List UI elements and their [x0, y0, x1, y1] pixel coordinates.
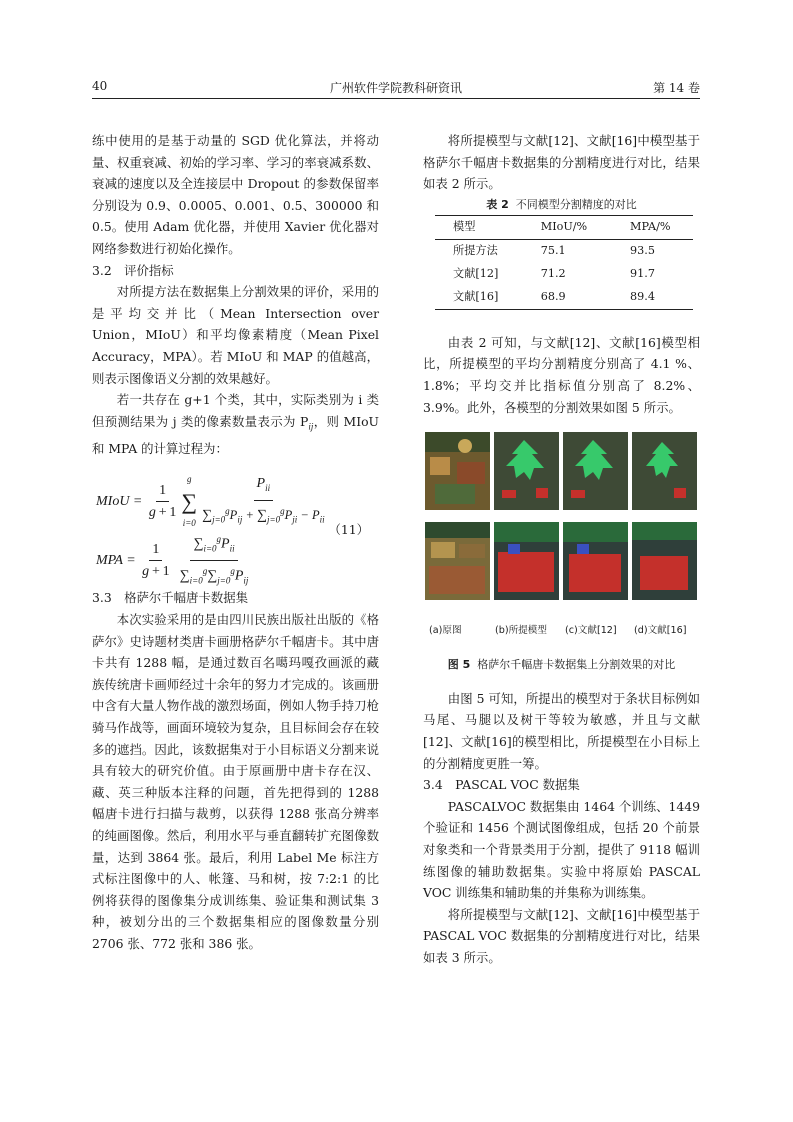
running-header	[92, 76, 700, 99]
figure-label: 图 5	[447, 658, 471, 672]
mpa-label: MPA =	[96, 553, 136, 569]
page-number: 40	[92, 79, 108, 93]
figure-caption: 图 5 格萨尔千幅唐卡数据集上分割效果的对比	[447, 658, 676, 672]
thangka-seg-ref12-2	[563, 522, 628, 600]
table-header-cell: MPA/%	[630, 220, 671, 234]
section-heading-3-2: 3.2 评价指标	[92, 262, 174, 278]
comparison-table	[435, 215, 693, 310]
table-label: 表 2	[486, 197, 509, 211]
equation-11	[92, 465, 379, 586]
thangka-original-2	[425, 522, 490, 600]
table-row	[435, 263, 693, 286]
paragraph: 将所提模型与文献[12]、文献[16]中模型基于 PASCAL VOC 数据集的分割精度进行对比，结果如表 3 所示。	[423, 906, 700, 965]
volume-label: 第 14 卷	[653, 81, 700, 95]
table-row	[435, 239, 693, 263]
subcaption: (b)所提模型	[495, 625, 547, 637]
paragraph: 练中使用的是基于动量的 SGD 优化算法，并将动量、权重衰减、初始的学习率、学习的率衰减系数、衰减的速度以及全连接层中 Dropout 的参数保留率分别设为 0.9、0.0005、0.001、0.5、300000 和 0.5。使用 Adam 优化器，并使用 Xavier 优化器对网络参数进行初始化操作。	[92, 133, 379, 256]
thangka-seg-proposed-1	[494, 432, 559, 510]
journal-title: 广州软件学院教科研资讯	[329, 81, 462, 95]
paragraph: 由表 2 可知，与文献[12]、文献[16]模型相比，所提模型的平均分割精度分别高了 4.1 %、1.8%；平均交并比指标值分别高了 8.2%、3.9%。此外，各模型的分割效果如图 5 所示。	[423, 334, 700, 415]
subcaption: (d)文献[16]	[634, 625, 687, 637]
mpa-formula: MPA = $\frac{1}{g + 1}$ $\frac{\sum_{i=0}^gP_{ii}}{\sum_{i=0}^g\sum_{j=0}^gP_{ij}}$	[96, 529, 251, 592]
table-row	[435, 286, 693, 310]
subcaption: (c)文献[12]	[565, 625, 617, 637]
thangka-seg-proposed-2	[494, 522, 559, 600]
section-heading-3-3: 3.3 格萨尔千幅唐卡数据集	[92, 590, 249, 606]
paragraph: 若一共存在 g+1 个类，其中，实际类别为 i 类但预测结果为 j 类的像素数量表示为 $P_{ij}$，则 MIoU 和 MPA 的计算过程为：	[92, 392, 379, 456]
left-column	[92, 130, 379, 954]
table-cell: 68.9	[540, 290, 566, 304]
paragraph: 将所提模型与文献[12]、文献[16]中模型基于格萨尔千幅唐卡数据集的分割精度进行对比，结果如表 2 所示。	[423, 133, 700, 192]
right-column	[423, 130, 700, 968]
table-cell: 93.5	[630, 244, 655, 258]
table-cell: 71.2	[540, 267, 566, 281]
equation-number: （11）	[328, 522, 369, 538]
paragraph: 由图 5 可知，所提出的模型对于条状目标例如马尾、马腿以及树干等较为敏感，并且与文献[12]、文献[16]的模型相比，所提模型在小目标上的分割精度更胜一筹。	[423, 690, 700, 771]
table-header-cell: 模型	[453, 220, 476, 234]
table-cell: 75.1	[540, 244, 566, 258]
thangka-seg-ref12-1	[563, 432, 628, 510]
figure-5	[423, 432, 700, 650]
thangka-seg-ref16-2	[632, 522, 697, 600]
table-cell: 所提方法	[453, 244, 498, 258]
miou-label: MIoU =	[96, 494, 143, 510]
table-caption: 表 2 不同模型分割精度的对比	[486, 197, 637, 211]
section-heading-3-4: 3.4 PASCAL VOC 数据集	[423, 777, 580, 793]
table-cell: 89.4	[630, 290, 655, 304]
paragraph: 本次实验采用的是由四川民族出版社出版的《格萨尔》史诗题材类唐卡画册格萨尔千幅唐卡。其中唐卡共有 1288 幅，是通过数百名噶玛嘎孜画派的藏族传统唐卡画师经过十余年的努力才完成的。该画册中含有大量人物作战的激烈场面，例如人物手持刀枪骑马作战等，画面环境较为复杂，且目标间会存在较多的遮挡。因此，该数据集对于小目标语义分割来说具有较大的研究价值。由于原画册中唐卡存在汉、藏、英三种版本注释的问题，首先把得到的 1288 幅唐卡进行扫描与裁剪，以获得 1288 张高分辨率的纯画图像。然后，利用水平与垂直翻转扩充图像数量，达到 3864 张。最后，利用 Label Me 标注方式标注图像中的人、帐篷、马和树，按 7:2:1 的比例将获得的图像集分成训练集、验证集和测试集 3 种，被划分出的三个数据集相应的图像数量分别 2706 张、772 张和 386 张。	[92, 611, 379, 951]
table-cell: 91.7	[630, 267, 655, 281]
table-header-row	[435, 215, 693, 239]
miou-formula: MIoU = $\frac{1}{g + 1}$ g ∑ i=0 $\frac{P_{ii}}{\sum_{j=0}^gP_{ij} + \sum_{j=0}^gP_{ji} - P_{ii}}$	[96, 474, 325, 528]
subcaption: (a)原图	[429, 625, 462, 637]
table-cell: 文献[12]	[453, 267, 499, 281]
paragraph: 对所提方法在数据集上分割效果的评价，采用的是平均交并比（Mean Intersection over Union，MIoU）和平均像素精度（Mean Pixel Accuracy，MPA）。若 MIoU 和 MAP 的值越高，则表示图像语义分割的效果越好。	[92, 284, 379, 386]
table-cell: 文献[16]	[453, 290, 499, 304]
thangka-seg-ref16-1	[632, 432, 697, 510]
paragraph: PASCALVOC 数据集由 1464 个训练、1449 个验证和 1456 个测试图像组成，包括 20 个前景对象类和一个背景类用于分割，提供了 9118 幅训练图像的辅助数据集。实验中将原始 PASCAL VOC 训练集和辅助集的并集称为训练集。	[423, 798, 700, 901]
table-header-cell: MIoU/%	[540, 220, 588, 234]
thangka-original-1	[425, 432, 490, 510]
